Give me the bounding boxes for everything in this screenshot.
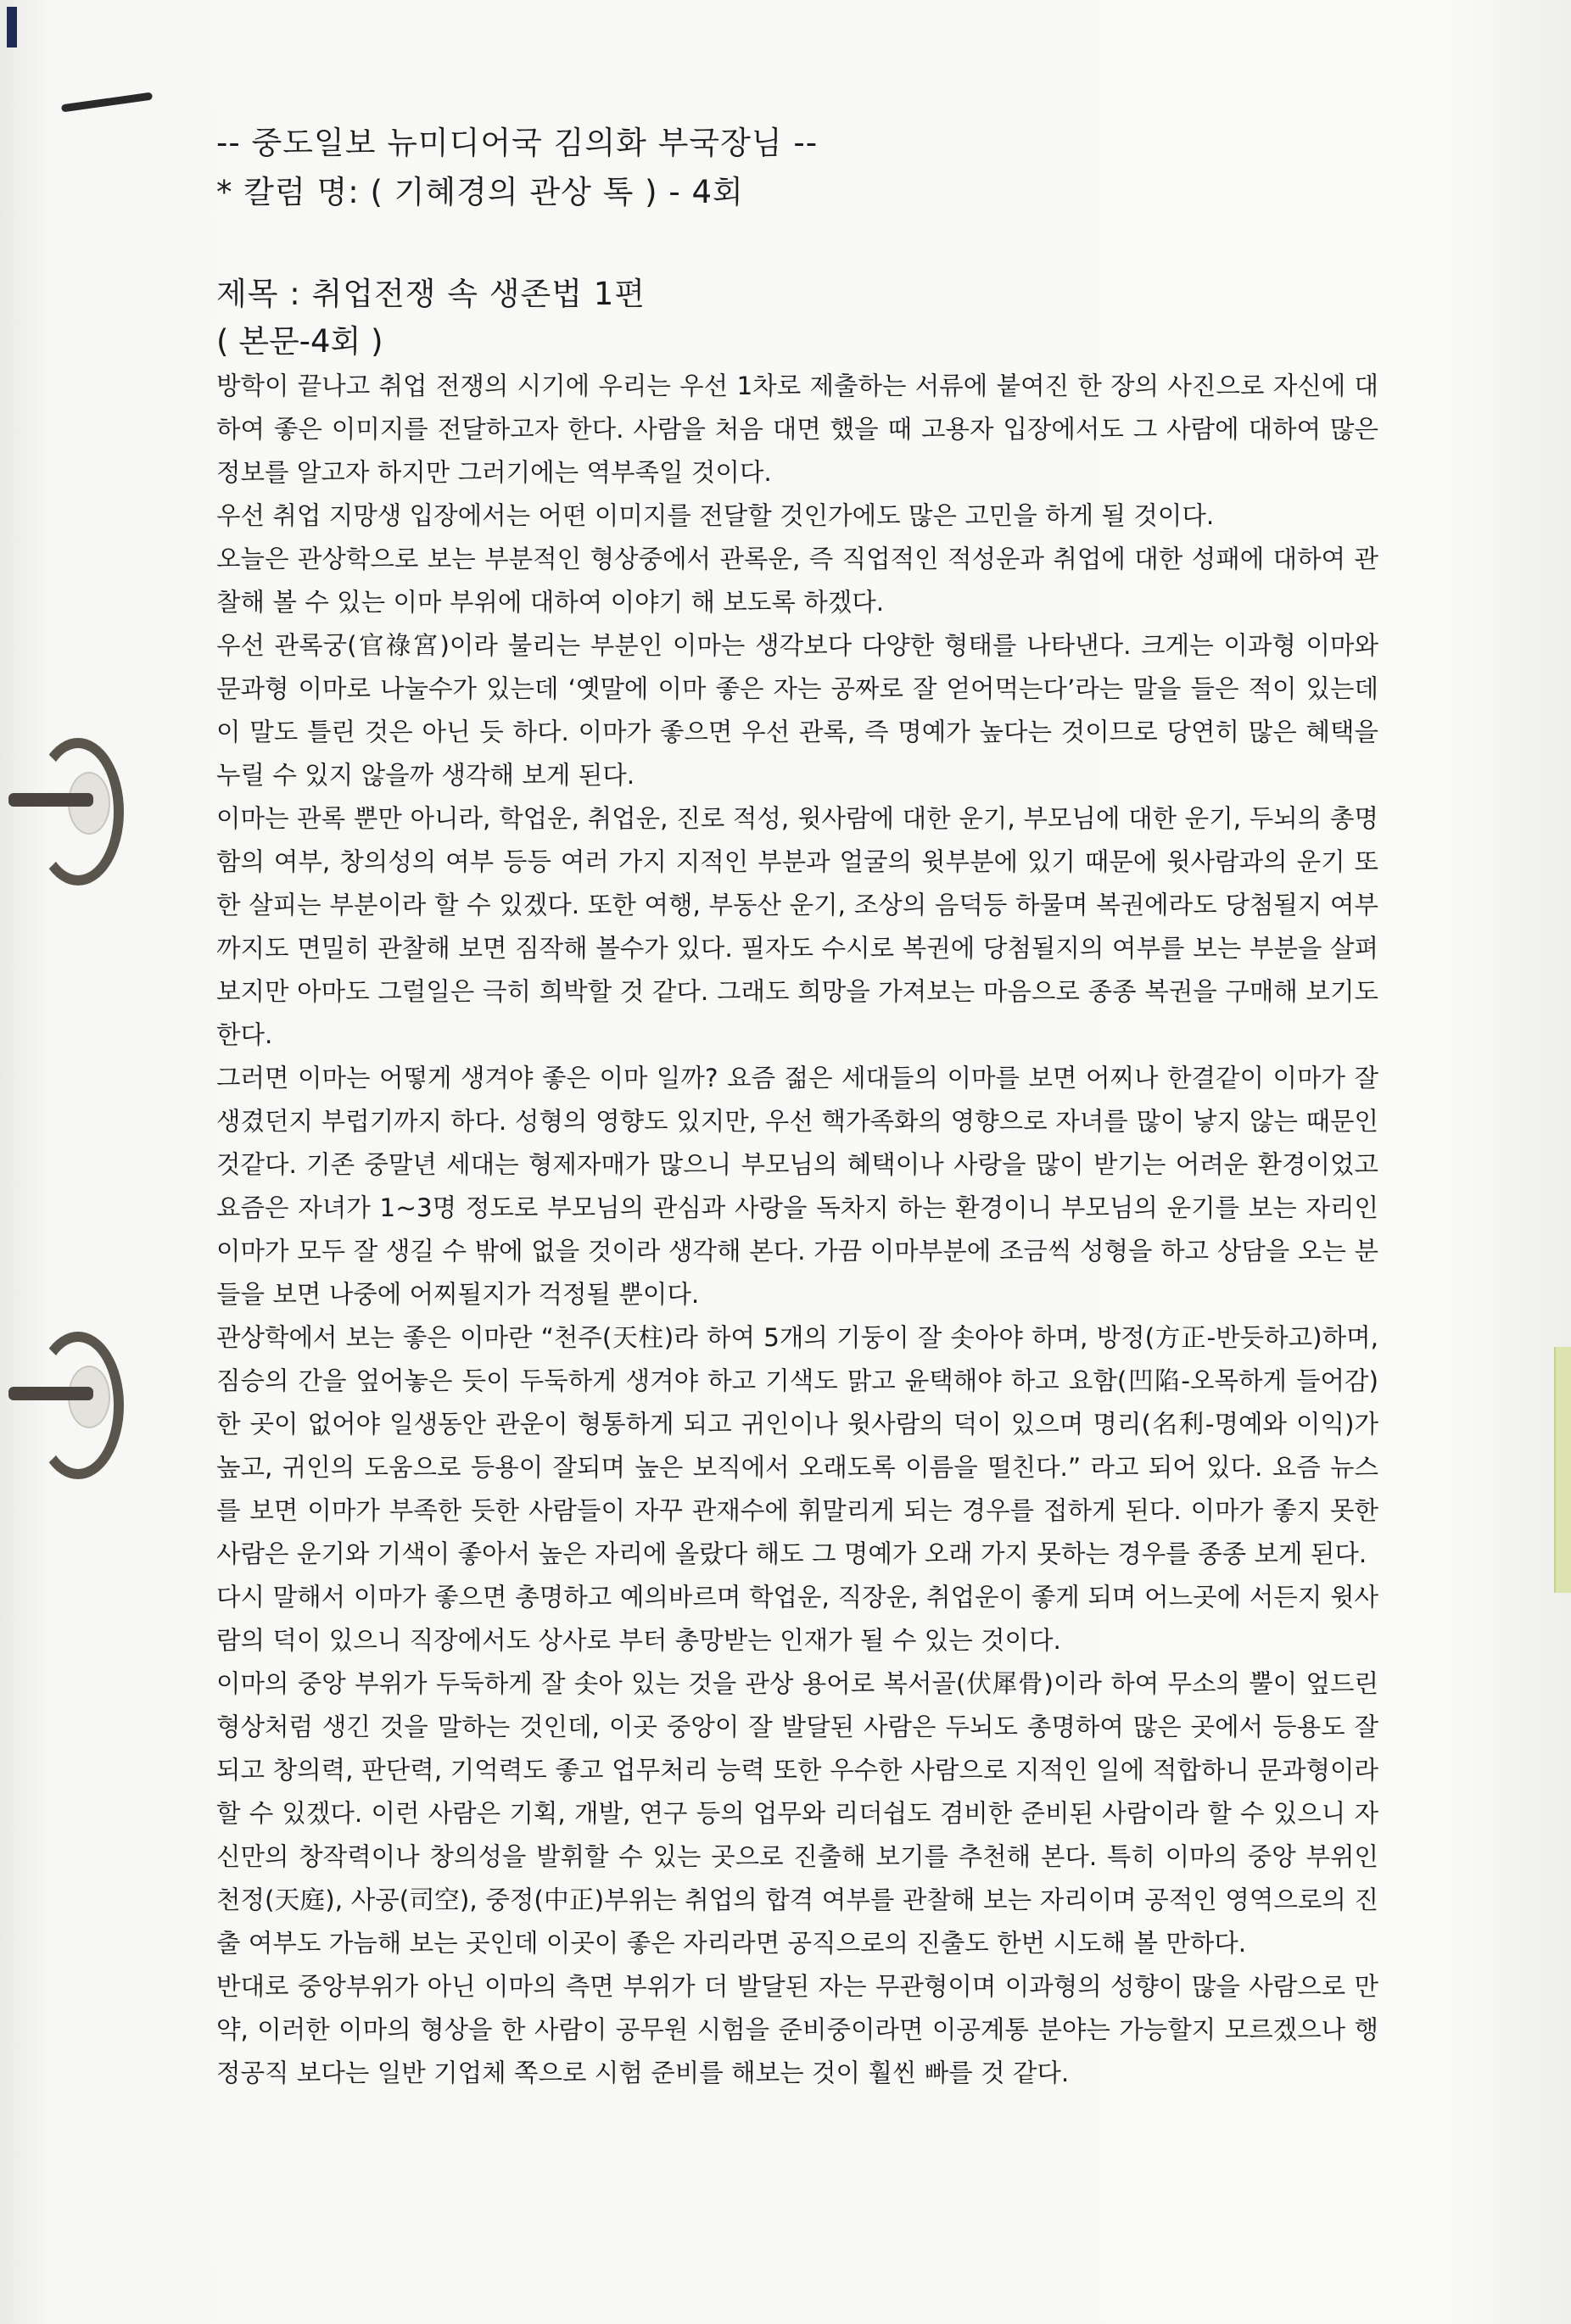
sticky-note-tab bbox=[1554, 1347, 1571, 1593]
paragraph-10: 반대로 중앙부위가 아닌 이마의 측면 부위가 더 발달된 자는 무관형이며 이과형의 성향이 많을 사람으로 만약, 이러한 이마의 형상을 한 사람이 공무원 시험을 준비중이라면 이공계통 분야는 가능할지 모르겠으나 행정공직 보다는 일반 기업체 쪽으로 시험 준비를 해보는 것이 훨씬 빠를 것 같다. bbox=[216, 1972, 1378, 2087]
paragraph-7: 관상학에서 보는 좋은 이마란 “천주(天柱)라 하여 5개의 기둥이 잘 솟아야 하며, 방정(方正-반듯하고)하며, 짐승의 간을 엎어놓은 듯이 두둑하게 생겨야 하고 기색도 맑고 윤택해야 하고 요함(凹陷-오목하게 들어감)한 곳이 없어야 일생동안 관운이 형통하게 되고 귀인이나 윗사람의 덕이 있으며 명리(名利-명예와 이익)가 높고, 귀인의 도움으로 등용이 잘되며 높은 보직에서 오래도록 이름을 떨친다.” 라고 되어 있다. 요즘 뉴스를 보면 이마가 부족한 듯한 사람들이 자꾸 관재수에 휘말리게 되는 경우를 접하게 된다. 이마가 좋지 못한 사람은 운기와 기색이 좋아서 높은 자리에 올랐다 해도 그 명예가 오래 가지 못하는 경우를 종종 보게 된다. bbox=[216, 1323, 1378, 1568]
ring-bar bbox=[8, 1387, 93, 1400]
header-line-2: * 칼럼 명: ( 기혜경의 관상 톡 ) - 4회 bbox=[216, 174, 744, 210]
corner-mark bbox=[7, 7, 17, 47]
paragraph-9: 이마의 중앙 부위가 두둑하게 잘 솟아 있는 것을 관상 용어로 복서골(伏犀骨)이라 하여 무소의 뿔이 엎드린 형상처럼 생긴 것을 말하는 것인데, 이곳 중앙이 잘 발달된 사람은 두뇌도 총명하여 많은 곳에서 등용도 잘되고 창의력, 판단력, 기억력도 좋고 업무처리 능력 또한 우수한 사람으로 지적인 일에 적합하니 문과형이라 할 수 있겠다. 이런 사람은 기획, 개발, 연구 등의 업무와 리더쉽도 겸비한 준비된 사람이라 할 수 있으니 자신만의 창작력이나 창의성을 발휘할 수 있는 곳으로 진출해 보기를 추천해 본다. 특히 이마의 중앙 부위인 천정(天庭), 사공(司空), 중정(中正)부위는 취업의 합격 여부를 관찰해 보는 자리이며 공적인 영역으로의 진출 여부도 가늠해 보는 곳인데 이곳이 좋은 자리라면 공직으로의 진출도 한번 시도해 볼 만하다. bbox=[216, 1669, 1378, 1958]
section-label: ( 본문-4회 ) bbox=[216, 323, 383, 360]
document-content bbox=[216, 119, 1378, 2095]
article-title: 제목 : 취업전쟁 속 생존법 1편 bbox=[216, 276, 646, 312]
paragraph-2: 우선 취업 지망생 입장에서는 어떤 이미지를 전달할 것인가에도 많은 고민을 하게 될 것이다. bbox=[216, 501, 1215, 530]
pen-stroke-mark bbox=[61, 92, 153, 113]
paragraph-5: 이마는 관록 뿐만 아니라, 학업운, 취업운, 진로 적성, 윗사람에 대한 운기, 부모님에 대한 운기, 두뇌의 총명함의 여부, 창의성의 여부 등등 여러 가지 지적인 부분과 얼굴의 윗부분에 있기 때문에 윗사람과의 운기 또한 살피는 부분이라 할 수 있겠다. 또한 여행, 부동산 운기, 조상의 음덕등 하물며 복권에라도 당첨될지 여부까지도 면밀히 관찰해 보면 짐작해 볼수가 있다. 필자도 수시로 복권에 당첨될지의 여부를 보는 부분을 살펴보지만 아마도 그럴일은 극히 희박할 것 같다. 그래도 희망을 가져보는 마음으로 종종 복권을 구매해 보기도 한다. bbox=[216, 804, 1378, 1049]
article-body bbox=[216, 365, 1378, 2095]
paragraph-6: 그러면 이마는 어떻게 생겨야 좋은 이마 일까? 요즘 젊은 세대들의 이마를 보면 어찌나 한결같이 이마가 잘 생겼던지 부럽기까지 하다. 성형의 영향도 있지만, 우선 핵가족화의 영향으로 자녀를 많이 낳지 않는 때문인 것같다. 기존 중말년 세대는 형제자매가 많으니 부모님의 혜택이나 사랑을 많이 받기는 어려운 환경이었고 요즘은 자녀가 1~3명 정도로 부모님의 관심과 사랑을 독차지 하는 환경이니 부모님의 운기를 보는 자리인 이마가 모두 잘 생길 수 밖에 없을 것이라 생각해 본다. 가끔 이마부분에 조금씩 성형을 하고 상담을 오는 분들을 보면 나중에 어찌될지가 걱정될 뿐이다. bbox=[216, 1064, 1378, 1309]
paragraph-1: 방학이 끝나고 취업 전쟁의 시기에 우리는 우선 1차로 제출하는 서류에 붙여진 한 장의 사진으로 자신에 대하여 좋은 이미지를 전달하고자 한다. 사람을 처음 대면 했을 때 고용자 입장에서도 그 사람에 대하여 많은 정보를 알고자 하지만 그러기에는 역부족일 것이다. bbox=[216, 372, 1378, 487]
ring-loop bbox=[32, 1332, 124, 1479]
ring-loop bbox=[32, 738, 124, 885]
binder-ring-bottom bbox=[8, 1315, 110, 1484]
paragraph-3: 오늘은 관상학으로 보는 부분적인 형상중에서 관록운, 즉 직업적인 적성운과 취업에 대한 성패에 대하여 관찰해 볼 수 있는 이마 부위에 대하여 이야기 해 보도록 하겠다. bbox=[216, 545, 1378, 617]
ring-bar bbox=[8, 793, 93, 807]
binder-ring-top bbox=[8, 721, 110, 891]
header-line-1: -- 중도일보 뉴미디어국 김의화 부국장님 -- bbox=[216, 125, 819, 161]
paragraph-4: 우선 관록궁(官祿宮)이라 불리는 부분인 이마는 생각보다 다양한 형태를 나타낸다. 크게는 이과형 이마와 문과형 이마로 나눌수가 있는데 ‘옛말에 이마 좋은 자는 공짜로 잘 얻어먹는다’라는 말을 들은 적이 있는데 이 말도 틀린 것은 아닌 듯 하다. 이마가 좋으면 우선 관록, 즉 명예가 높다는 것이므로 당연히 많은 혜택을 누릴 수 있지 않을까 생각해 보게 된다. bbox=[216, 631, 1378, 790]
paragraph-8: 다시 말해서 이마가 좋으면 총명하고 예의바르며 학업운, 직장운, 취업운이 좋게 되며 어느곳에 서든지 윗사람의 덕이 있으니 직장에서도 상사로 부터 총망받는 인재가 될 수 있는 것이다. bbox=[216, 1583, 1378, 1655]
